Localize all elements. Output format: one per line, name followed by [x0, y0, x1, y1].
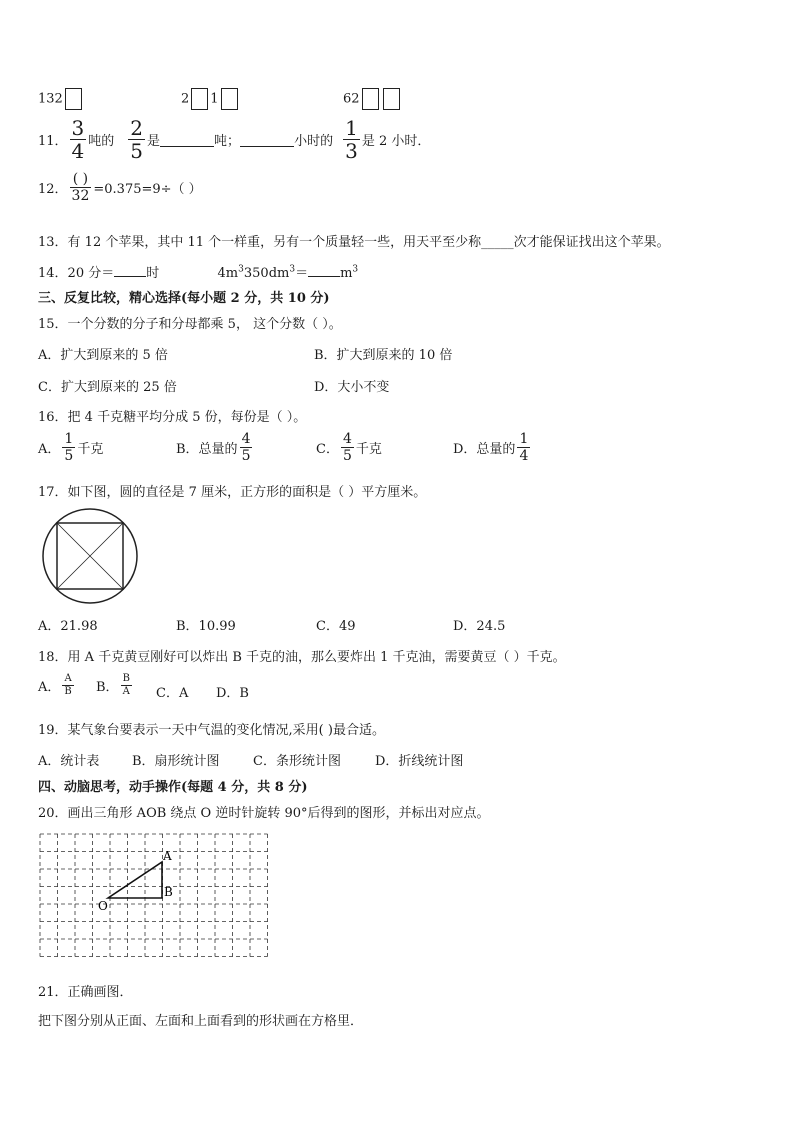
- fraction-1-5: [62, 432, 75, 463]
- question-16-stem: 16．把 4 千克糖平均分成 5 份，每份是（ ）。: [38, 410, 307, 425]
- fraction-a-b: [62, 674, 73, 697]
- superscript: 3: [238, 264, 244, 275]
- option-label: B．: [96, 680, 119, 695]
- label-a: A: [163, 849, 172, 863]
- text: =0.375=9÷（ ）: [93, 182, 202, 197]
- label-o: O: [98, 899, 108, 913]
- question-15-stem: 15．一个分数的分子和分母都乘 5， 这个分数（ ）。: [38, 317, 342, 332]
- numerator: B: [122, 673, 130, 684]
- option-label: B．总量的: [176, 442, 238, 457]
- top-row-item-2: [181, 88, 240, 110]
- question-14: [38, 262, 358, 281]
- fraction-blank-32: [70, 172, 92, 203]
- question-17-stem: 17．如下图，圆的直径是 7 厘米，正方形的面积是（ ）平方厘米。: [38, 485, 427, 500]
- option-label: C．: [316, 442, 339, 457]
- fraction-3-4: [70, 118, 87, 161]
- answer-blank[interactable]: [308, 264, 340, 277]
- text: 20 分＝: [67, 266, 115, 281]
- option-label: A．: [38, 442, 61, 457]
- top-row-item-3: [343, 88, 402, 110]
- question-18-stem: 18．用 A 千克黄豆刚好可以炸出 B 千克的油，那么要炸出 1 千克油，需要黄豆（ ）千克。: [38, 650, 566, 665]
- number-132: 132: [38, 91, 63, 107]
- answer-box[interactable]: [383, 88, 400, 110]
- text: 吨；: [214, 134, 241, 149]
- fraction-4-5: [240, 432, 253, 463]
- denominator: 5: [342, 448, 352, 464]
- option-b[interactable]: [176, 432, 254, 463]
- text: 4m: [217, 266, 239, 281]
- superscript: 3: [289, 264, 296, 275]
- question-19-stem: 19．某气象台要表示一天中气温的变化情况,采用( )最合适。: [38, 723, 385, 738]
- question-20-stem: 20．画出三角形 AOB 绕点 O 逆时针旋转 90°后得到的图形，并标出对应点。: [38, 806, 490, 821]
- question-11: [38, 118, 430, 161]
- denominator: 4: [519, 448, 529, 464]
- option-d[interactable]: [453, 432, 532, 463]
- option-b[interactable]: B．10.99: [176, 619, 236, 634]
- option-b[interactable]: [96, 674, 134, 697]
- digit-2: 2: [181, 91, 190, 107]
- answer-box[interactable]: [221, 88, 238, 110]
- unit: 时: [146, 266, 160, 281]
- number-62: 62: [343, 91, 360, 107]
- superscript: 3: [352, 264, 359, 275]
- option-d[interactable]: D．折线统计图: [375, 754, 464, 769]
- text: 吨的: [88, 134, 115, 149]
- option-d[interactable]: D．B: [216, 686, 249, 701]
- fraction-b-a: [121, 674, 132, 697]
- unit: 千克: [355, 442, 382, 457]
- option-c[interactable]: [316, 432, 382, 463]
- option-a[interactable]: A．扩大到原来的 5 倍: [38, 348, 168, 363]
- text: 是 2 小时．: [361, 134, 431, 149]
- question-number: 14．: [38, 266, 68, 281]
- question-number: 11．: [38, 134, 68, 149]
- fraction-2-5: [128, 118, 145, 161]
- numerator: 1: [64, 431, 74, 447]
- option-label: A．: [38, 680, 61, 695]
- answer-box[interactable]: [65, 88, 82, 110]
- question-21-instruction: 把下图分别从正面、左面和上面看到的形状画在方格里．: [38, 1014, 364, 1029]
- option-d[interactable]: D．24.5: [453, 619, 506, 634]
- denominator: 32: [71, 188, 90, 204]
- option-c[interactable]: C．A: [156, 686, 189, 701]
- denominator: 4: [71, 139, 85, 163]
- denominator: B: [64, 686, 72, 697]
- option-d[interactable]: D．大小不变: [314, 380, 390, 395]
- answer-blank[interactable]: [114, 264, 146, 277]
- question-number: 12．: [38, 182, 68, 197]
- denominator: A: [122, 686, 130, 697]
- text: 350dm: [243, 266, 290, 281]
- fraction-4-5: [341, 432, 354, 463]
- question-13: 13．有 12 个苹果，其中 11 个一样重，另有一个质量轻一些，用天平至少称_____次才能保证找出这个苹果。: [38, 235, 670, 250]
- numerator: 1: [345, 116, 358, 140]
- unit: 千克: [77, 442, 104, 457]
- triangle-aob: [108, 862, 162, 898]
- unit: m: [340, 266, 353, 281]
- option-b[interactable]: B．扇形统计图: [132, 754, 220, 769]
- option-a[interactable]: A．21.98: [38, 619, 98, 634]
- numerator: 4: [241, 431, 251, 447]
- option-b[interactable]: B．扩大到原来的 10 倍: [314, 348, 453, 363]
- answer-blank[interactable]: [160, 132, 214, 147]
- option-label: D．总量的: [453, 442, 516, 457]
- circle-square-figure: [40, 506, 140, 606]
- option-a[interactable]: A．统计表: [38, 754, 100, 769]
- section-heading-3: 三、反复比较，精心选择(每小题 2 分，共 10 分): [38, 291, 330, 306]
- option-c[interactable]: C．49: [316, 619, 356, 634]
- denominator: 5: [241, 448, 251, 464]
- section-heading-4: 四、动脑思考，动手操作(每题 4 分，共 8 分): [38, 780, 308, 795]
- label-b: B: [164, 885, 173, 899]
- numerator: 1: [519, 431, 529, 447]
- option-c[interactable]: C．扩大到原来的 25 倍: [38, 380, 177, 395]
- rotation-grid[interactable]: [38, 830, 270, 962]
- numerator: ( ): [72, 171, 89, 187]
- answer-box[interactable]: [191, 88, 208, 110]
- text: 小时的: [294, 134, 334, 149]
- top-row-item-1: [38, 88, 84, 110]
- option-c[interactable]: C．条形统计图: [253, 754, 341, 769]
- question-12: [38, 172, 202, 203]
- fraction-1-3: [343, 118, 360, 161]
- option-a[interactable]: [38, 674, 76, 697]
- numerator: 4: [342, 431, 352, 447]
- denominator: 5: [64, 448, 74, 464]
- text: 是: [147, 134, 161, 149]
- answer-blank[interactable]: [240, 132, 294, 147]
- numerator: A: [64, 673, 72, 684]
- numerator: 3: [71, 116, 85, 140]
- answer-box[interactable]: [362, 88, 379, 110]
- fraction-1-4: [517, 432, 530, 463]
- option-a[interactable]: [38, 432, 103, 463]
- question-21-stem: 21．正确画图．: [38, 985, 133, 1000]
- denominator: 5: [130, 139, 144, 163]
- digit-1: 1: [210, 91, 219, 107]
- text: ＝: [295, 266, 309, 281]
- numerator: 2: [130, 116, 144, 140]
- denominator: 3: [345, 139, 358, 163]
